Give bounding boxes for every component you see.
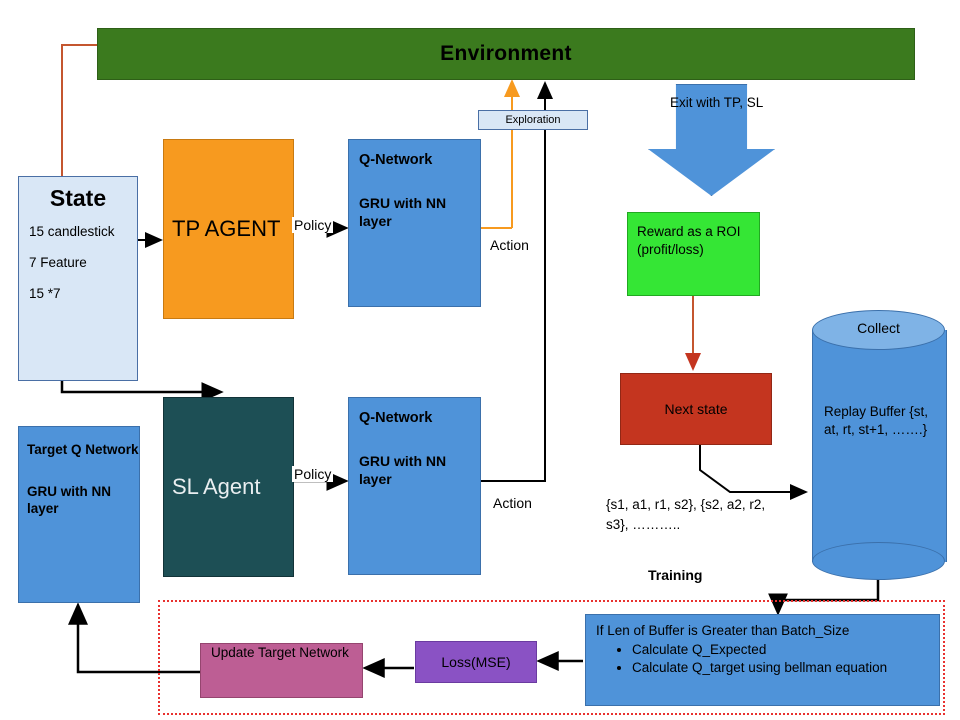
state-line-2: 7 Feature	[29, 254, 87, 270]
collect-label: Collect	[857, 320, 900, 336]
qnetwork-sl-node	[348, 397, 481, 575]
target-q-sub: GRU with NN layer	[27, 483, 111, 517]
exploration-node	[478, 110, 588, 130]
replay-buffer-node	[812, 310, 945, 580]
loss-label: Loss(MSE)	[441, 654, 511, 670]
tp-agent-label: TP AGENT	[172, 215, 281, 241]
exit-arrow-node	[648, 84, 773, 194]
qnetwork-tp-node	[348, 139, 481, 307]
qnetwork-tp-sub: GRU with NN layer	[359, 195, 447, 230]
action-label-sl: Action	[493, 495, 532, 511]
cylinder-body	[812, 330, 947, 562]
reward-node	[627, 212, 760, 296]
training-label	[648, 565, 748, 585]
update-target-network-node	[200, 643, 363, 698]
transitions-label: {s1, a1, r1, s2}, {s2, a2, r2, s3}, ………..	[606, 497, 766, 532]
update-target-label: Update Target Network	[211, 645, 349, 660]
policy-label-tp: Policy	[294, 217, 332, 233]
sl-agent-label: SL Agent	[172, 473, 261, 499]
reward-label: Reward as a ROI (profit/loss)	[637, 224, 741, 258]
cylinder-bottom	[812, 542, 945, 580]
qnetwork-sl-heading: Q-Network	[359, 410, 433, 426]
batch-check-bullet-1: • Calculate Q_Expected	[632, 641, 939, 659]
state-line-3: 15 *7	[29, 285, 61, 301]
batch-check-bullet-2: • Calculate Q_target using bellman equation	[632, 659, 939, 677]
environment-label: Environment	[440, 42, 572, 65]
policy-label-sl: Policy	[294, 466, 332, 482]
loss-node	[415, 641, 537, 683]
qnetwork-tp-heading: Q-Network	[359, 152, 433, 168]
exploration-label: Exploration	[505, 114, 561, 126]
state-title: State	[49, 185, 107, 211]
tp-agent-node	[163, 139, 294, 319]
environment-node	[97, 28, 915, 80]
transitions-text	[606, 495, 791, 545]
qnetwork-sl-sub: GRU with NN layer	[359, 453, 447, 488]
sl-agent-node	[163, 397, 294, 577]
action-label-tp: Action	[490, 237, 529, 253]
training-text: Training	[648, 567, 703, 583]
target-q-heading: Target Q Network	[27, 442, 139, 457]
batch-check-node	[585, 614, 940, 706]
batch-check-bullets	[586, 641, 939, 677]
exit-arrow-label: Exit with TP, SL	[670, 95, 764, 110]
state-line-1: 15 candlestick	[29, 224, 115, 239]
next-state-label: Next state	[664, 401, 728, 417]
replay-buffer-label: Replay Buffer {st, at, rt, st+1, …….}	[824, 404, 929, 438]
state-node	[18, 176, 138, 381]
next-state-node	[620, 373, 772, 445]
target-q-network-node	[18, 426, 140, 603]
batch-check-line1: If Len of Buffer is Greater than Batch_Size	[596, 623, 850, 638]
